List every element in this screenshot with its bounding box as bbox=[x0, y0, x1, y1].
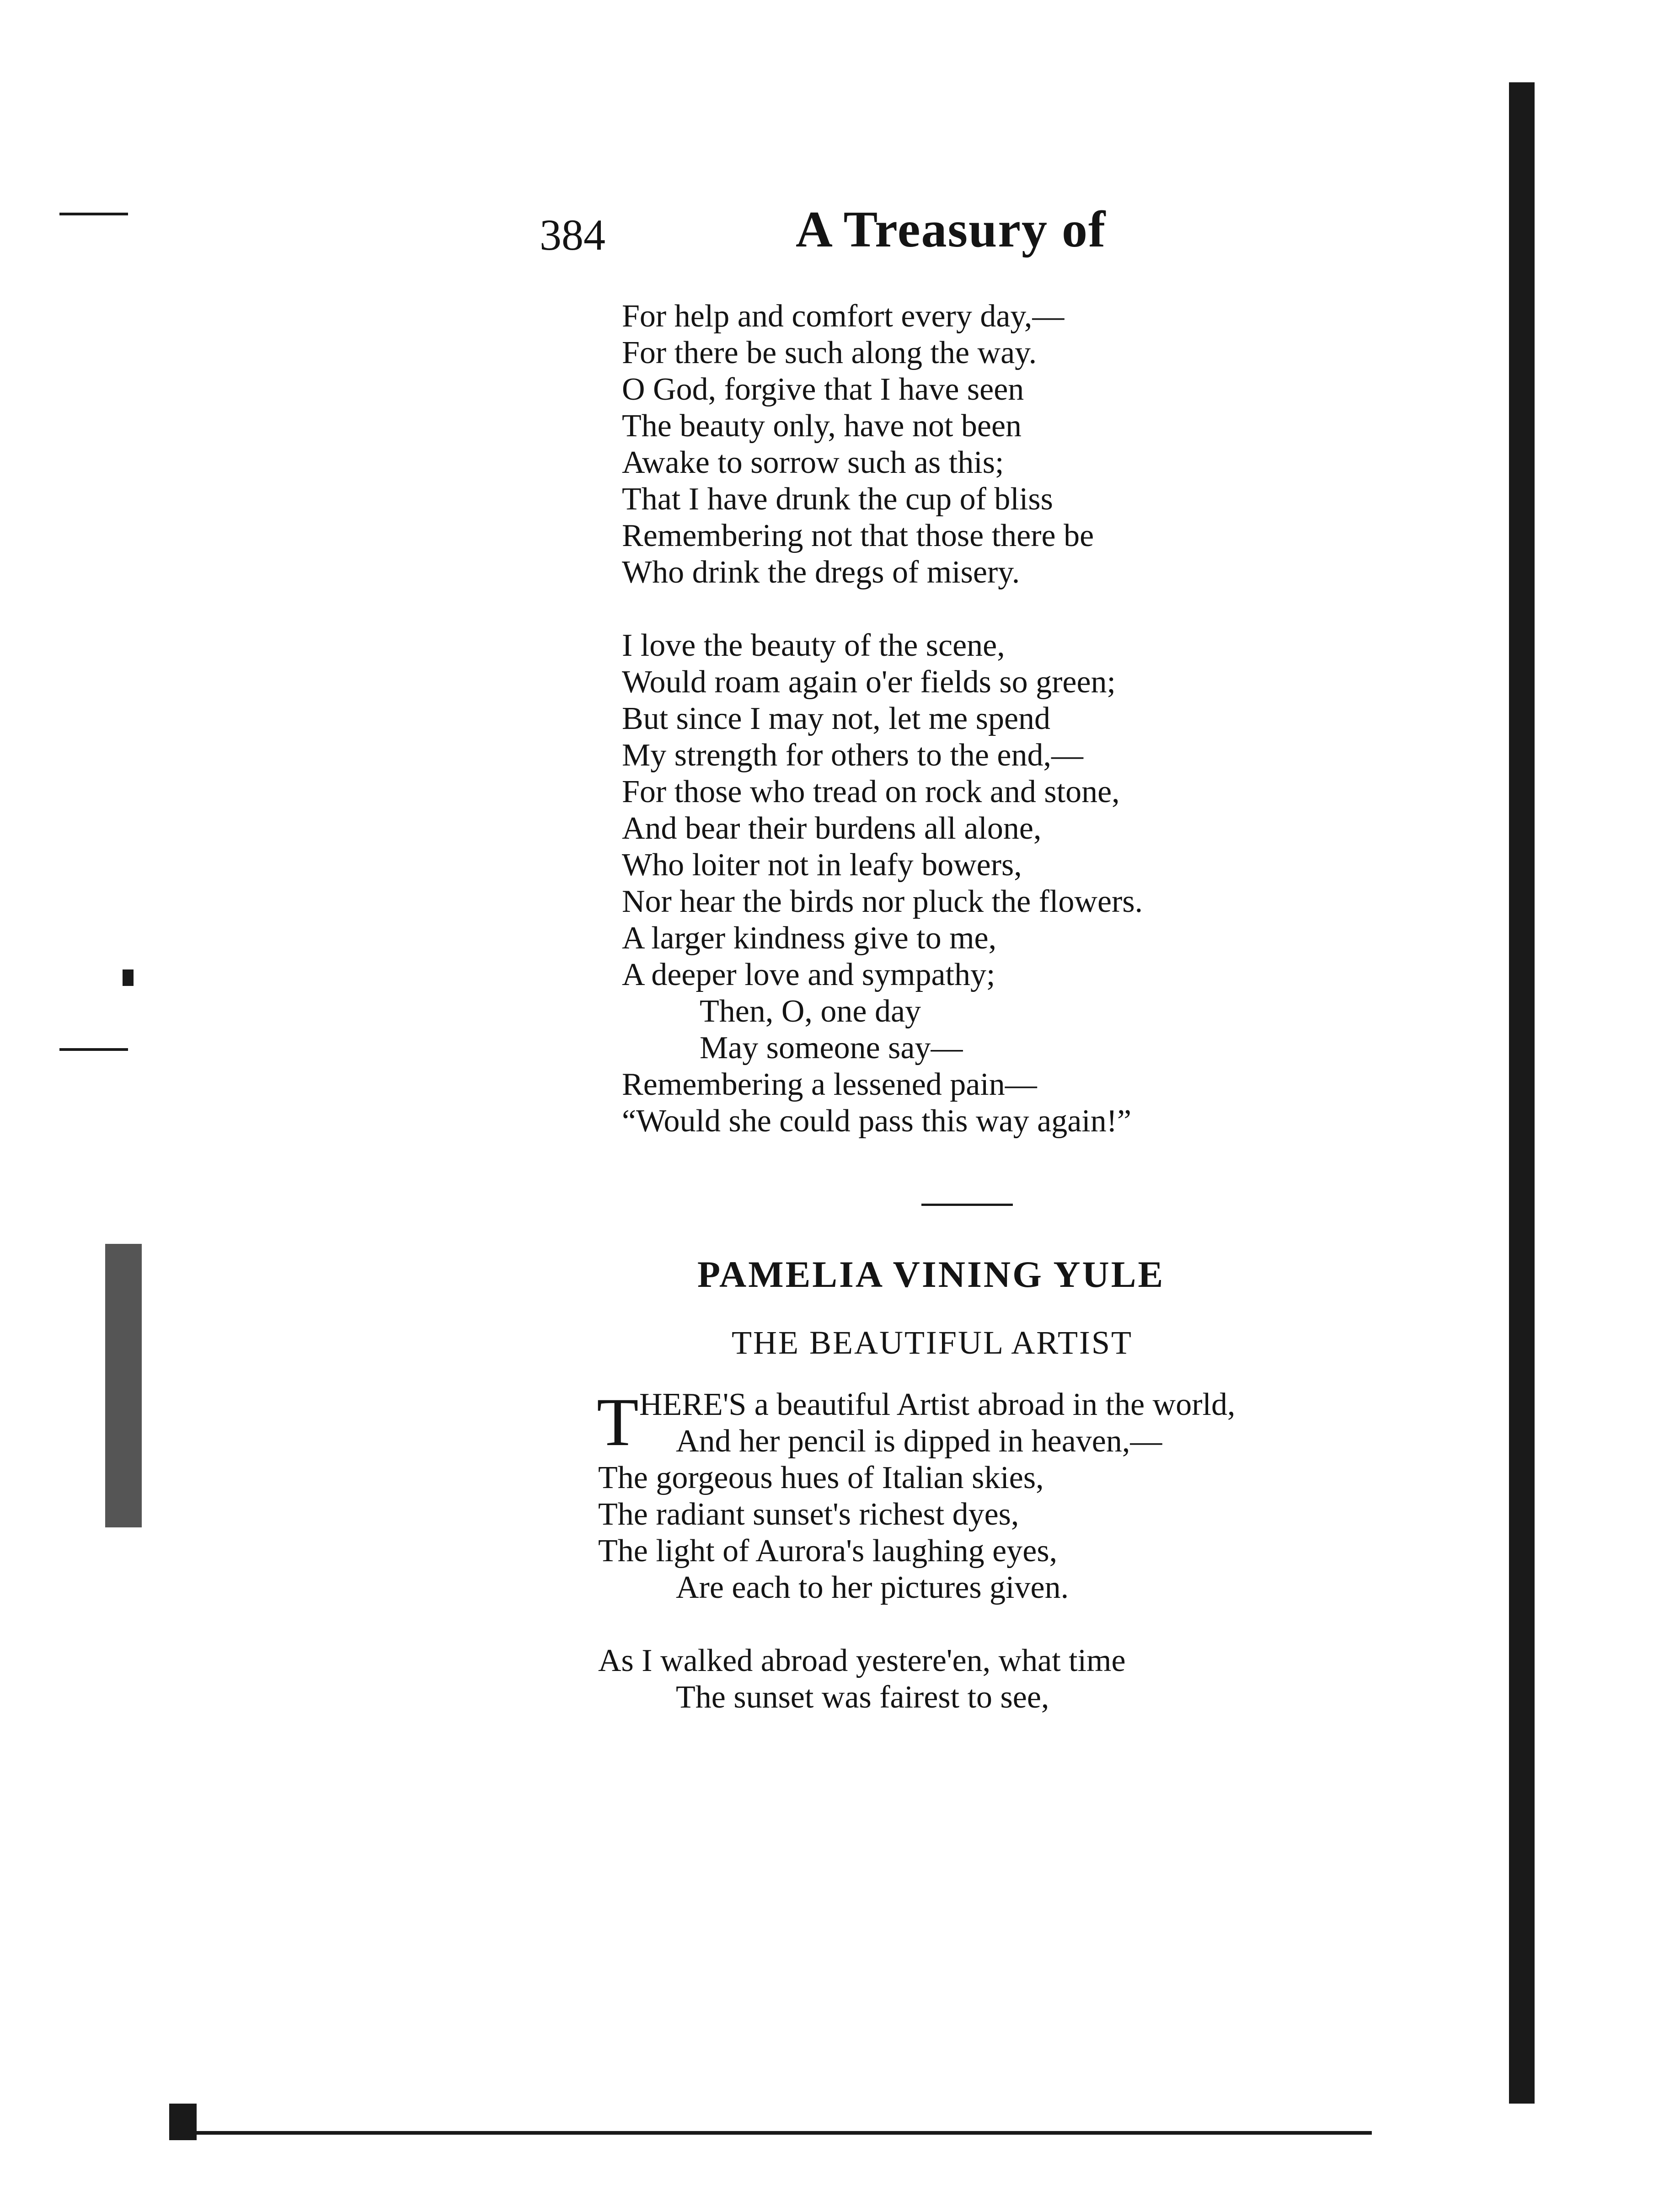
left-binding-mark-2 bbox=[59, 1048, 128, 1051]
left-binding-mark-3 bbox=[105, 1244, 142, 1527]
poem-line: For help and comfort every day,— bbox=[622, 299, 1065, 334]
poem-line: Then, O, one day bbox=[700, 994, 921, 1029]
poem-line: And her pencil is dipped in heaven,— bbox=[676, 1424, 1162, 1459]
page-number: 384 bbox=[540, 210, 605, 259]
poem-line: The radiant sunset's richest dyes, bbox=[598, 1497, 1019, 1532]
section-divider bbox=[921, 1204, 1013, 1206]
stanza-break bbox=[622, 591, 1143, 627]
poem-line: But since I may not, let me spend bbox=[622, 701, 1051, 736]
poem-line: For those who tread on rock and stone, bbox=[622, 774, 1120, 809]
poem-line: May someone say— bbox=[700, 1030, 963, 1066]
left-binding-mark-1 bbox=[59, 213, 128, 215]
poem-new bbox=[597, 1384, 1236, 1716]
poem-line: A larger kindness give to me, bbox=[622, 921, 997, 956]
left-binding-mark-4 bbox=[123, 969, 134, 986]
drop-cap: T bbox=[597, 1384, 639, 1460]
poem-line: For there be such along the way. bbox=[622, 335, 1037, 370]
right-edge-bar bbox=[1509, 82, 1535, 2104]
poem-line: The beauty only, have not been bbox=[622, 408, 1022, 444]
author-name: PAMELIA VINING YULE bbox=[697, 1253, 1165, 1295]
page-header bbox=[540, 200, 1180, 273]
poem-line: Are each to her pictures given. bbox=[676, 1570, 1069, 1605]
poem-line: Remembering not that those there be bbox=[622, 518, 1094, 553]
stanza-break bbox=[598, 1606, 1235, 1643]
poem-line: O God, forgive that I have seen bbox=[622, 372, 1024, 407]
poem-line: Remembering a lessened pain— bbox=[622, 1067, 1037, 1102]
poem-line: Awake to sorrow such as this; bbox=[622, 445, 1004, 480]
poem-title: THE BEAUTIFUL ARTIST bbox=[732, 1324, 1133, 1361]
poem-line: Who drink the dregs of misery. bbox=[622, 555, 1020, 590]
poem-line: The gorgeous hues of Italian skies, bbox=[598, 1460, 1044, 1495]
poem-line: A deeper love and sympathy; bbox=[622, 957, 995, 992]
poem-line: Would roam again o'er fields so green; bbox=[622, 664, 1116, 700]
running-title: A Treasury of bbox=[796, 201, 1107, 258]
poem-line: Who loiter not in leafy bowers, bbox=[622, 847, 1022, 883]
left-corner-mark bbox=[169, 2104, 197, 2140]
poem-line: HERE'S a beautiful Artist abroad in the world, bbox=[639, 1387, 1236, 1422]
poem-line: As I walked abroad yestere'en, what time bbox=[598, 1643, 1126, 1678]
poem-line: “Would she could pass this way again!” bbox=[622, 1103, 1132, 1139]
poem-continued bbox=[622, 298, 1143, 1140]
poem-line: That I have drunk the cup of bliss bbox=[622, 482, 1053, 517]
poem-line: My strength for others to the end,— bbox=[622, 738, 1083, 773]
poem-line: The sunset was fairest to see, bbox=[676, 1680, 1049, 1715]
poem-line: The light of Aurora's laughing eyes, bbox=[598, 1533, 1058, 1569]
poem-line: And bear their burdens all alone, bbox=[622, 811, 1042, 846]
poem-line: Nor hear the birds nor pluck the flowers. bbox=[622, 884, 1143, 919]
poem-line: I love the beauty of the scene, bbox=[622, 628, 1005, 663]
bottom-edge-line bbox=[174, 2131, 1372, 2135]
